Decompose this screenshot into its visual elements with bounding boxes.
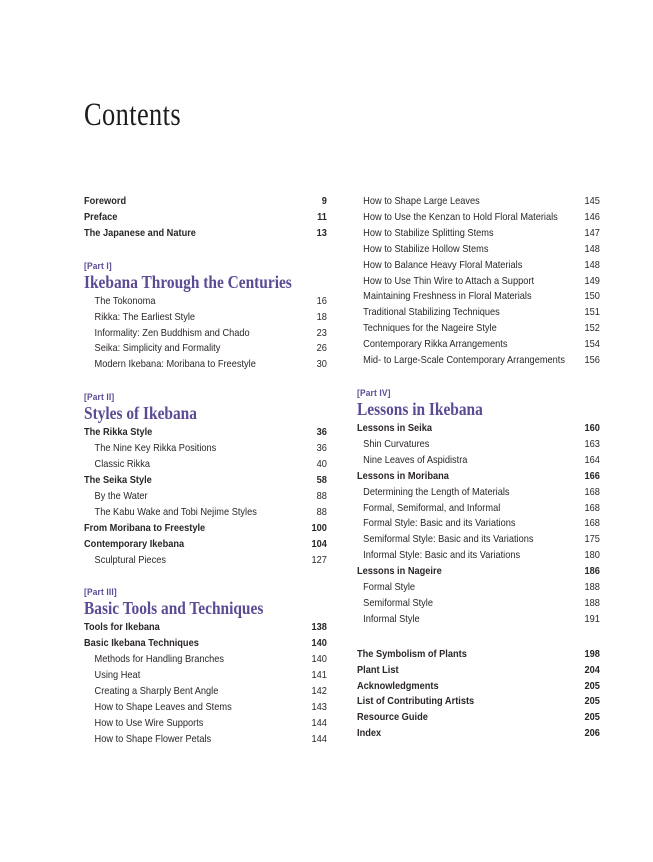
toc-entry-page: 144: [311, 732, 327, 745]
toc-entry: [84, 489, 327, 505]
toc-entry-title: Formal, Semiformal, and Informal: [363, 501, 501, 514]
toc-entry-page: 191: [584, 612, 600, 625]
toc-entry: [84, 473, 327, 489]
toc-entry-page: 204: [584, 663, 600, 676]
toc-entry-page: 188: [584, 581, 600, 594]
toc-entry: [357, 548, 600, 564]
toc-entry-title: Acknowledgments: [357, 679, 439, 692]
toc-entry-title: Lessons in Moribana: [357, 469, 449, 482]
toc-entry: [84, 326, 327, 342]
toc-entry: [84, 652, 327, 668]
toc-entry-page: 168: [584, 501, 600, 514]
section-heading: Lessons in Ikebana: [357, 398, 483, 419]
toc-entry-title: From Moribana to Freestyle: [84, 521, 206, 534]
toc-entry-page: 104: [311, 537, 327, 550]
toc-entry-title: Basic Ikebana Techniques: [84, 637, 199, 650]
toc-entry-page: 150: [584, 290, 600, 303]
toc-column-left: [84, 194, 327, 748]
toc-entry: [84, 194, 327, 210]
toc-entry-title: Index: [357, 727, 382, 740]
toc-entry-title: The Symbolism of Plants: [357, 647, 467, 660]
toc-entry: [357, 580, 600, 596]
toc-entry: [84, 226, 327, 242]
toc-entry-page: 9: [321, 195, 327, 207]
toc-entry: [84, 620, 327, 636]
toc-entry-page: 145: [584, 195, 600, 207]
section-heading: Styles of Ikebana: [84, 403, 197, 424]
toc-entry: [357, 485, 600, 501]
toc-entry-title: Contemporary Rikka Arrangements: [363, 338, 508, 351]
toc-entry-page: 168: [584, 517, 600, 530]
toc-entry-title: The Rikka Style: [84, 426, 153, 439]
toc-entry: [84, 457, 327, 473]
toc-entry-title: How to Shape Leaves and Stems: [94, 700, 232, 713]
toc-entry-title: Tools for Ikebana: [84, 621, 160, 634]
toc-entry-page: 30: [316, 358, 327, 371]
toc-entry-page: 163: [584, 437, 600, 450]
toc-entry: [84, 505, 327, 521]
toc-entry-title: Informality: Zen Buddhism and Chado: [94, 326, 250, 339]
toc-entry-title: Determining the Length of Materials: [363, 485, 510, 498]
toc-entry-page: 138: [311, 621, 327, 634]
toc-entry-page: 143: [311, 700, 327, 713]
toc-entry-title: Maintaining Freshness in Floral Materials: [363, 290, 532, 303]
toc-entry-page: 151: [584, 306, 600, 319]
toc-entry-page: 205: [584, 679, 600, 692]
toc-entry-page: 127: [311, 553, 327, 566]
toc-entry-page: 206: [584, 727, 600, 740]
toc-entry: [84, 732, 327, 748]
toc-entry-title: Resource Guide: [357, 711, 428, 724]
toc-entry-page: 147: [584, 226, 600, 239]
toc-entry-page: 88: [316, 505, 327, 518]
toc-entry-title: Classic Rikka: [94, 458, 151, 471]
toc-entry-page: 156: [584, 354, 600, 367]
toc-entry-title: How to Stabilize Hollow Stems: [363, 242, 489, 255]
toc-entry: [357, 321, 600, 337]
part-label: [Part IV]: [357, 387, 391, 399]
toc-entry-page: 186: [584, 565, 600, 578]
toc-entry-title: The Japanese and Nature: [84, 226, 196, 239]
toc-entry: [357, 437, 600, 453]
toc-entry-title: Using Heat: [94, 669, 141, 682]
toc-section: [357, 647, 600, 742]
toc-entry: [84, 553, 327, 569]
toc-entry-page: 154: [584, 338, 600, 351]
toc-column-right: [357, 194, 600, 742]
toc-entry: [84, 294, 327, 310]
toc-entry-title: Formal Style: Basic and its Variations: [363, 517, 516, 530]
toc-entry-page: 13: [316, 226, 327, 239]
toc-entry-title: Mid- to Large-Scale Contemporary Arrangements: [363, 354, 565, 367]
toc-entry-title: Informal Style: Basic and its Variations: [363, 549, 521, 562]
toc-entry-title: Nine Leaves of Aspidistra: [363, 453, 468, 466]
part-label: [Part II]: [84, 392, 115, 404]
toc-entry: [84, 716, 327, 732]
toc-entry-page: 175: [584, 533, 600, 546]
toc-entry: [357, 564, 600, 580]
toc-entry-page: 144: [311, 716, 327, 729]
toc-entry-page: 16: [316, 294, 327, 307]
toc-entry-title: Techniques for the Nageire Style: [363, 322, 497, 335]
toc-entry-page: 148: [584, 242, 600, 255]
toc-entry-title: Foreword: [84, 195, 127, 207]
toc-entry-page: 23: [316, 326, 327, 339]
toc-entry: [357, 353, 600, 369]
toc-entry-title: Formal Style: [363, 581, 416, 594]
toc-entry: [357, 663, 600, 679]
toc-entry: [357, 421, 600, 437]
toc-entry-title: By the Water: [94, 489, 148, 502]
toc-entry-title: Sculptural Pieces: [94, 553, 166, 566]
toc-entry-page: 142: [311, 685, 327, 698]
toc-entry-title: How to Shape Large Leaves: [363, 195, 480, 207]
toc-entry-title: Traditional Stabilizing Techniques: [363, 306, 500, 319]
toc-entry-page: 148: [584, 258, 600, 271]
toc-entry-page: 205: [584, 711, 600, 724]
toc-entry-title: Shin Curvatures: [363, 437, 430, 450]
toc-entry-title: How to Shape Flower Petals: [94, 732, 212, 745]
toc-entry-title: How to Use the Kenzan to Hold Floral Materials: [363, 210, 558, 223]
toc-entry-page: 40: [316, 458, 327, 471]
toc-entry-page: 36: [316, 442, 327, 455]
toc-entry-page: 164: [584, 453, 600, 466]
toc-section: [84, 392, 327, 568]
part-label: [Part III]: [84, 587, 117, 599]
toc-entry-title: Plant List: [357, 663, 399, 676]
toc-entry-title: How to Stabilize Splitting Stems: [363, 226, 494, 239]
toc-entry: [357, 612, 600, 628]
toc-entry-page: 11: [317, 210, 327, 223]
toc-entry: [357, 469, 600, 485]
toc-entry-title: Seika: Simplicity and Formality: [94, 342, 221, 355]
toc-entry: [357, 647, 600, 663]
toc-entry-page: 140: [311, 637, 327, 650]
toc-entry-title: Lessons in Seika: [357, 421, 432, 434]
toc-entry: [357, 210, 600, 226]
toc-entry-title: How to Balance Heavy Floral Materials: [363, 258, 523, 271]
part-label: [Part I]: [84, 260, 112, 272]
section-heading: Ikebana Through the Centuries: [84, 271, 292, 292]
toc-entry-page: 26: [316, 342, 327, 355]
toc-entry-page: 205: [584, 695, 600, 708]
toc-entry-page: 168: [584, 485, 600, 498]
toc-entry-title: The Seika Style: [84, 473, 152, 486]
toc-section: [84, 261, 327, 374]
toc-entry-title: Methods for Handling Branches: [94, 653, 225, 666]
toc-entry: [84, 310, 327, 326]
toc-entry: [357, 194, 600, 210]
toc-entry-page: 58: [316, 473, 327, 486]
toc-section: [357, 388, 600, 628]
toc-entry: [357, 453, 600, 469]
toc-entry-page: 141: [311, 669, 327, 682]
toc-entry-page: 198: [584, 647, 600, 660]
toc-entry: [84, 521, 327, 537]
toc-entry: [84, 636, 327, 652]
toc-entry: [357, 726, 600, 742]
toc-entry-title: How to Use Thin Wire to Attach a Support: [363, 274, 535, 287]
toc-entry-page: 140: [311, 653, 327, 666]
toc-entry-title: The Tokonoma: [94, 294, 156, 307]
toc-entry-title: Rikka: The Earliest Style: [94, 310, 196, 323]
toc-entry: [84, 441, 327, 457]
toc-entry-title: How to Use Wire Supports: [94, 716, 204, 729]
toc-section: [84, 194, 327, 242]
toc-entry-page: 188: [584, 596, 600, 609]
toc-entry-title: Semiformal Style: [363, 596, 433, 609]
toc-entry: [357, 242, 600, 258]
toc-entry: [357, 596, 600, 612]
page-title: Contents: [84, 97, 182, 133]
toc-entry-title: Informal Style: [363, 612, 420, 625]
toc-entry: [84, 537, 327, 553]
toc-entry-page: 88: [316, 489, 327, 502]
toc-entry: [357, 274, 600, 290]
toc-entry-page: 146: [584, 210, 600, 223]
toc-entry-page: 100: [311, 521, 327, 534]
toc-entry: [357, 710, 600, 726]
toc-entry: [357, 532, 600, 548]
toc-entry-page: 166: [584, 469, 600, 482]
toc-entry: [357, 516, 600, 532]
toc-entry: [357, 501, 600, 517]
toc-entry-page: 18: [316, 310, 327, 323]
toc-entry: [357, 337, 600, 353]
toc-entry: [357, 258, 600, 274]
toc-entry-title: Contemporary Ikebana: [84, 537, 185, 550]
toc-entry-page: 36: [316, 426, 327, 439]
toc-entry: [357, 289, 600, 305]
toc-entry: [84, 425, 327, 441]
toc-entry: [357, 305, 600, 321]
toc-entry-title: Modern Ikebana: Moribana to Freestyle: [94, 358, 256, 371]
toc-entry: [84, 210, 327, 226]
toc-entry-title: List of Contributing Artists: [357, 695, 475, 708]
toc-entry-page: 180: [584, 549, 600, 562]
toc-entry: [84, 668, 327, 684]
toc-entry-page: 149: [584, 274, 600, 287]
toc-entry-page: 152: [584, 322, 600, 335]
toc-entry: [357, 694, 600, 710]
toc-entry-page: 160: [584, 421, 600, 434]
toc-entry-title: The Kabu Wake and Tobi Nejime Styles: [94, 505, 257, 518]
toc-entry: [357, 226, 600, 242]
section-heading: Basic Tools and Techniques: [84, 598, 264, 619]
toc-entry: [84, 684, 327, 700]
toc-entry-title: Preface: [84, 210, 118, 223]
toc-entry-title: The Nine Key Rikka Positions: [94, 442, 217, 455]
toc-section: [84, 587, 327, 747]
toc-entry: [84, 700, 327, 716]
toc-section: [357, 194, 600, 369]
toc-entry: [84, 341, 327, 357]
toc-entry: [357, 679, 600, 695]
toc-entry: [84, 357, 327, 373]
toc-entry-title: Creating a Sharply Bent Angle: [94, 685, 219, 698]
toc-entry-title: Semiformal Style: Basic and its Variations: [363, 533, 534, 546]
toc-entry-title: Lessons in Nageire: [357, 565, 442, 578]
